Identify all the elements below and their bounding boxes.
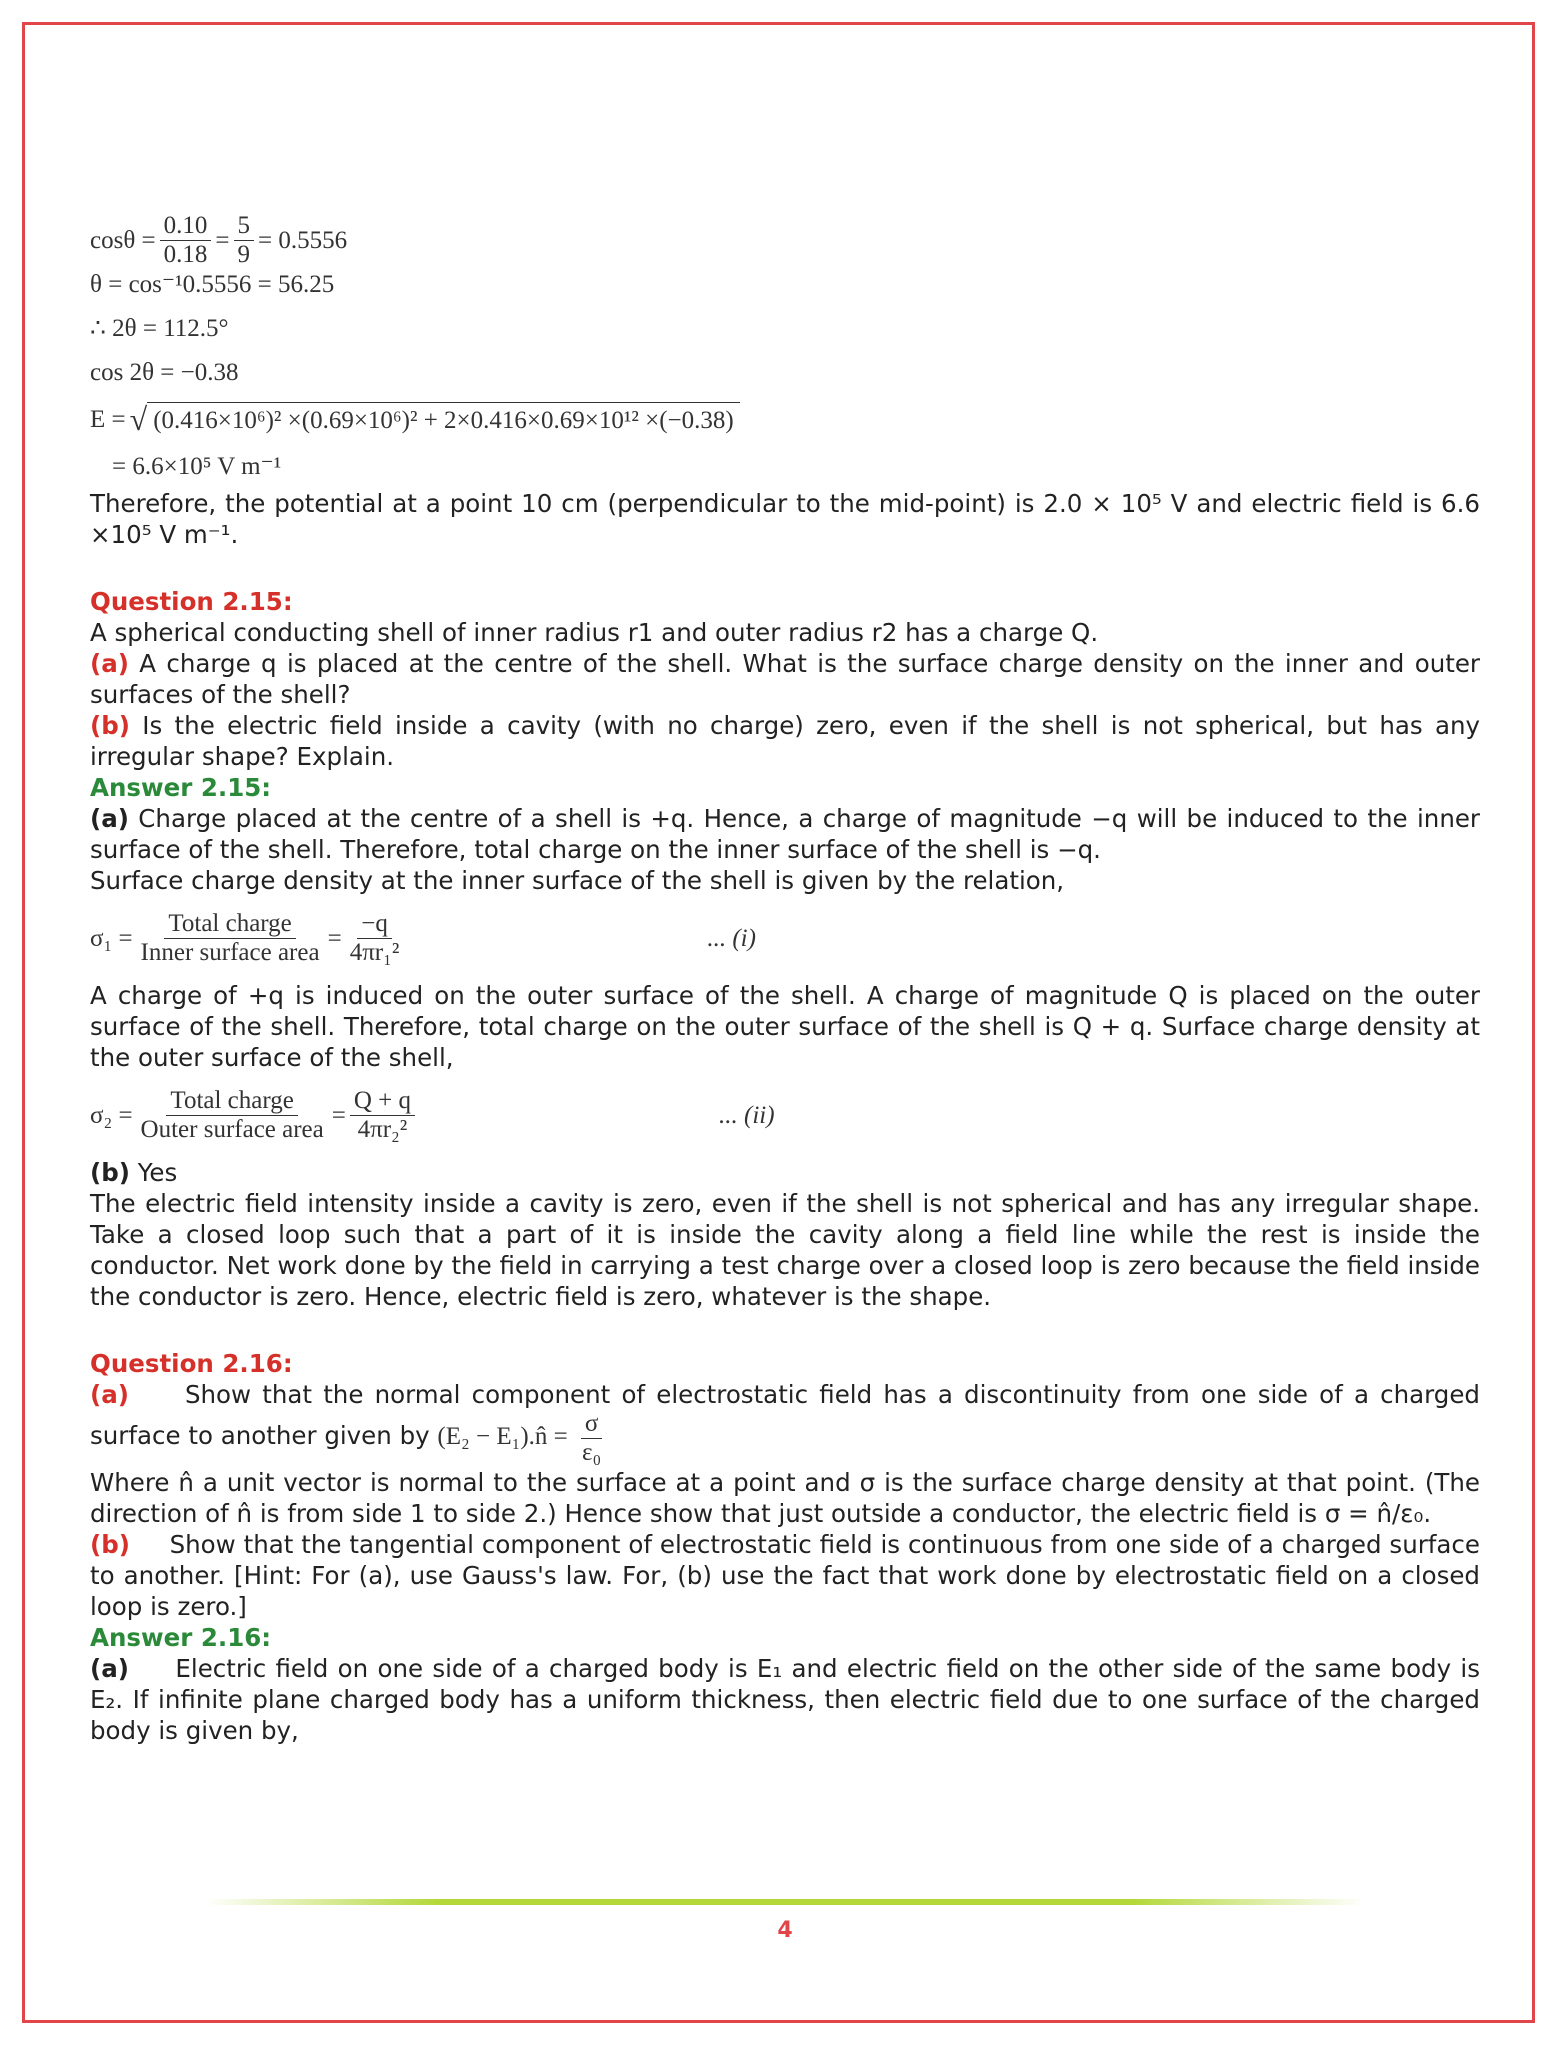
- part-a-label: (a): [90, 649, 129, 678]
- two-theta-equation: ∴ 2θ = 112.5°: [90, 314, 229, 342]
- discontinuity-formula: [437, 1410, 609, 1466]
- equation-number: ... (ii): [719, 1101, 775, 1129]
- equals: =: [331, 1101, 346, 1129]
- frac-num: 5: [234, 212, 255, 241]
- answer-2-16-part-a: [90, 1653, 1480, 1746]
- where-paragraph: Where n̂ a unit vector is normal to the surface at a point and σ is the surface charge density at that point. (The direction of n̂ is from side 1 to side 2.) Hence show that just outside a conductor, the electric field is σ = n̂/ε₀.: [90, 1468, 1480, 1528]
- part-a-label: (a): [90, 804, 129, 833]
- footer-divider: [205, 1899, 1365, 1905]
- sqrt-sign-icon: √: [129, 400, 148, 437]
- question-2-16-title: Question 2.16:: [90, 1349, 293, 1378]
- part-b-label: (b): [90, 1158, 130, 1187]
- field-magnitude-equation: [90, 394, 1480, 444]
- part-a-text: Show that the normal component of electrostatic field has a discontinuity from one side of a charged surface to another given by: [90, 1380, 1480, 1451]
- frac-num: Total charge: [164, 910, 295, 939]
- frac-den: Outer surface area: [140, 1115, 324, 1143]
- answer-2-15-part-b: [90, 1157, 1480, 1188]
- page-number: 4: [777, 1918, 793, 1943]
- fraction-0.10-0.18: [160, 212, 212, 269]
- formula-lhs: (E₂ − E₁).n̂ =: [437, 1423, 568, 1451]
- frac-den: 4πr₂²: [357, 1115, 408, 1143]
- cos-two-theta-equation: cos 2θ = −0.38: [90, 358, 239, 386]
- answer-2-16-title: Answer 2.16:: [90, 1623, 272, 1652]
- sigma2-lhs: σ₂ =: [90, 1101, 133, 1129]
- frac-den: 4πr₁²: [349, 938, 400, 966]
- frac-num: Total charge: [166, 1087, 297, 1116]
- question-2-15-title: Question 2.15:: [90, 587, 293, 616]
- frac-den: ε₀: [582, 1439, 602, 1466]
- sigma1-lhs: σ₁ =: [90, 924, 133, 952]
- outer-surface-paragraph: A charge of +q is induced on the outer surface of the shell. A charge of magnitude Q is placed on the outer surface of the shell. Therefore, total charge on the outer surface of the shell is Q + q. Surface charge density at the outer surface of the shell,: [90, 981, 1480, 1072]
- charge-area-fraction: [137, 1087, 328, 1144]
- sqrt-radicand: (0.416×10⁶)² ×(0.69×10⁶)² + 2×0.416×0.69×10¹² ×(−0.38): [147, 402, 740, 436]
- part-a-label: (a): [90, 1654, 129, 1683]
- part-b-label: (b): [90, 1530, 130, 1559]
- part-b-text: Is the electric field inside a cavity (with no charge) zero, even if the shell is not spherical, but has any irregular shape? Explain.: [90, 711, 1480, 771]
- answer-2-15-part-a: [90, 803, 1480, 865]
- frac-den: Inner surface area: [140, 938, 320, 966]
- frac-num: 0.10: [160, 212, 212, 241]
- equals: =: [215, 226, 230, 254]
- sigma-over-epsilon: [578, 1410, 605, 1467]
- part-a-text: Electric field on one side of a charged body is E₁ and electric field on the other side of the same body is E₂. If infinite plane charged body has a uniform thickness, then electric field due to one surface of the charged body is given by,: [90, 1654, 1480, 1745]
- conclusion-paragraph: Therefore, the potential at a point 10 cm (perpendicular to the mid-point) is 2.0 × 10⁵ V and electric field is 6.6 ×10⁵ V m⁻¹.: [90, 489, 1480, 549]
- inner-density-equation: [90, 896, 1480, 980]
- document-body: [90, 211, 1480, 1746]
- part-b-label: (b): [90, 711, 130, 740]
- answer-2-15-title: Answer 2.15:: [90, 773, 272, 802]
- frac-num: Q + q: [350, 1087, 415, 1116]
- question-2-15-part-b: [90, 710, 1480, 772]
- question-2-15-part-a: [90, 648, 1480, 710]
- cos-result: = 0.5556: [258, 226, 348, 254]
- question-2-16-part-a: [90, 1379, 1480, 1467]
- frac-den: 0.18: [163, 240, 208, 268]
- part-a-label: (a): [90, 1380, 129, 1409]
- equals: =: [327, 924, 342, 952]
- field-result: = 6.6×10⁵ V m⁻¹: [112, 452, 282, 480]
- e-lhs: E =: [90, 405, 126, 433]
- part-a-text: A charge q is placed at the centre of the shell. What is the surface charge density on the inner and outer surfaces of the shell?: [90, 649, 1480, 709]
- theta-equation: θ = cos⁻¹0.5556 = 56.25: [90, 270, 335, 298]
- part-b-text: Yes: [129, 1158, 178, 1187]
- relation-text: Surface charge density at the inner surface of the shell is given by the relation,: [90, 866, 1065, 895]
- cos-theta-equation: [90, 211, 1480, 268]
- part-b-text: Show that the tangential component of electrostatic field is continuous from one side of a charged surface to another. [Hint: For (a), use Gauss's law. For, (b) use the fact that work done by electrostatic field on a closed loop is zero.]: [90, 1530, 1480, 1621]
- part-a-text: Charge placed at the centre of a shell is +q. Hence, a charge of magnitude −q will be induced to the inner surface of the shell. Therefore, total charge on the inner surface of the shell is −q.: [90, 804, 1480, 864]
- cos-lhs: cosθ =: [90, 226, 156, 254]
- question-2-16-part-b: [90, 1529, 1480, 1622]
- frac-den: 9: [237, 240, 251, 268]
- frac-num: σ: [581, 1410, 602, 1439]
- charge-area-fraction: [137, 910, 324, 967]
- fraction-5-9: [234, 212, 255, 269]
- part-b-explanation: The electric field intensity inside a cavity is zero, even if the shell is not spherical and has any irregular shape. Take a closed loop such that a part of it is inside the cavity along a field line while the rest is inside the conductor. Net work done by the field in carrying a test charge over a closed loop is zero because the field inside the conductor is zero. Hence, electric field is zero, whatever is the shape.: [90, 1189, 1480, 1311]
- equation-number: ... (i): [707, 924, 756, 952]
- q-over-area-fraction: [346, 910, 404, 967]
- frac-num: −q: [357, 910, 392, 939]
- q-over-area-fraction: [350, 1087, 415, 1144]
- question-2-15-intro: A spherical conducting shell of inner radius r1 and outer radius r2 has a charge Q.: [90, 618, 1099, 647]
- outer-density-equation: [90, 1073, 1480, 1157]
